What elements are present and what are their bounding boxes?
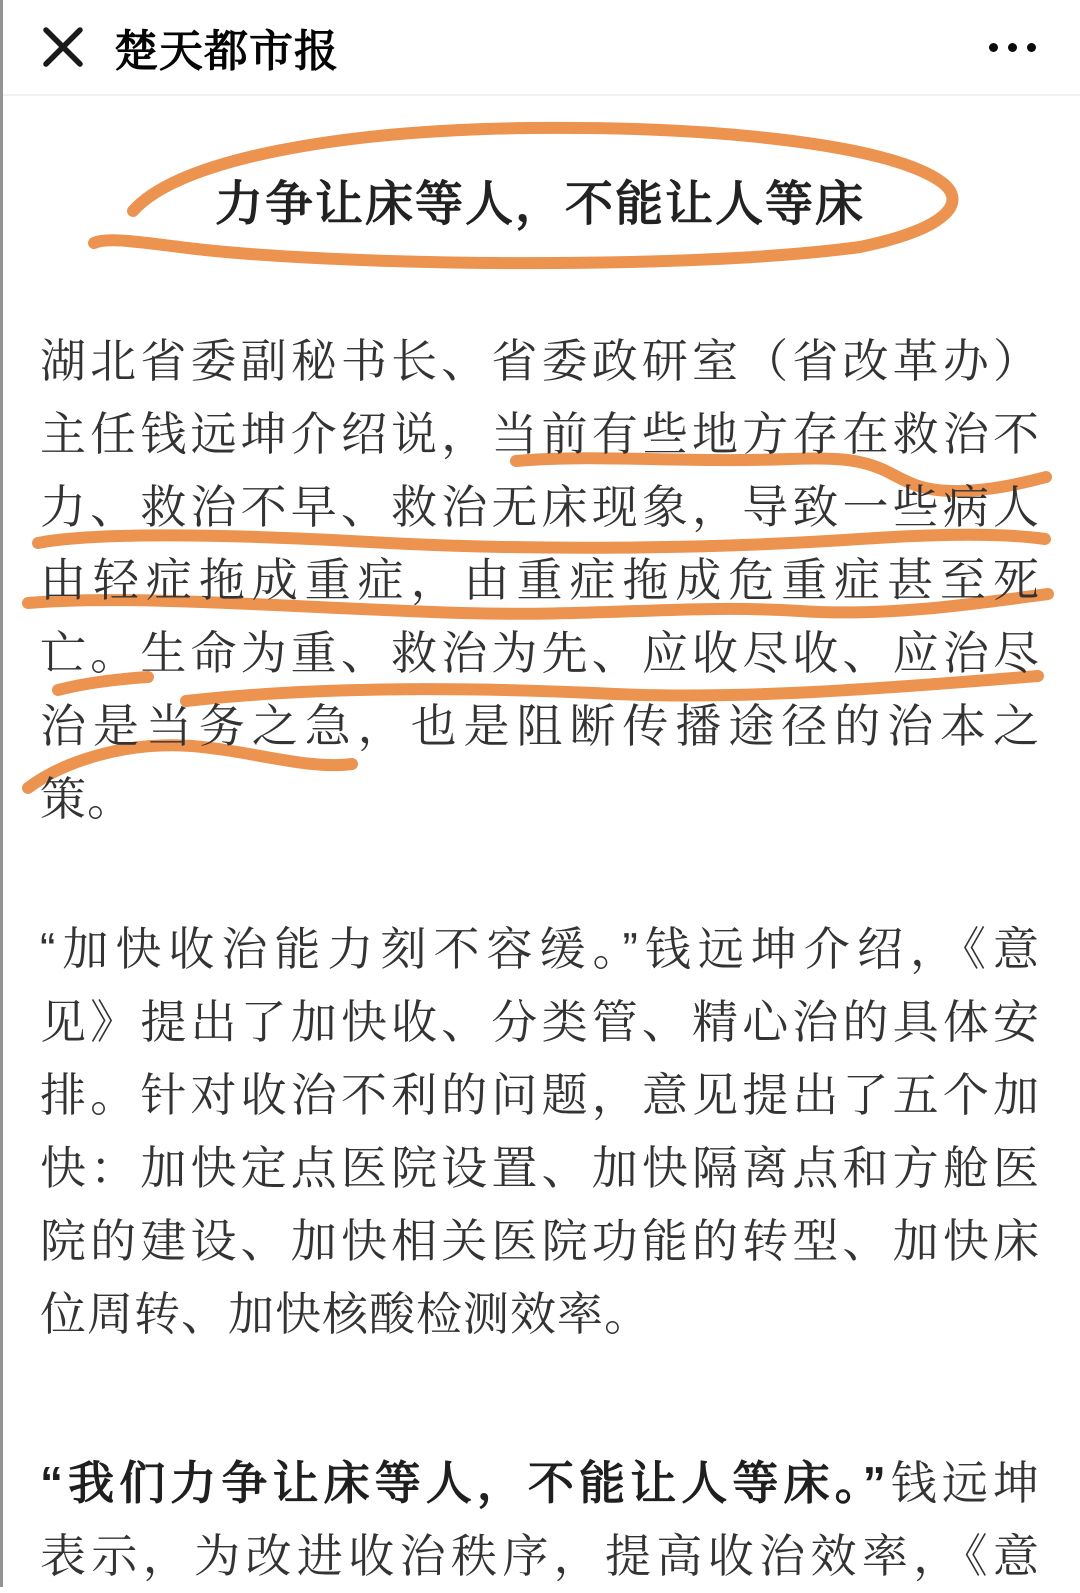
paragraph-3 [40, 1447, 1040, 1593]
text-line: 位周转、加快核酸检测效率。 [40, 1288, 651, 1340]
wechat-article-header [0, 0, 1080, 96]
close-icon [39, 23, 87, 71]
paragraph-2 [40, 913, 1040, 1351]
more-dots-icon [1008, 43, 1017, 52]
text-line: 表示，为改进收治秩序，提高收治效率，《意 [40, 1530, 1040, 1582]
more-dots-icon [1027, 43, 1036, 52]
screenshot-edge-line [0, 0, 3, 1587]
text-line: 快：加快定点医院设置、加快隔离点和方舱医 [40, 1142, 1040, 1194]
text-line: 治是当务之急，也是阻断传播途径的治本之 [40, 700, 1040, 752]
article-body [0, 168, 1080, 1593]
more-dots-icon [989, 43, 998, 52]
text-line: “加快收治能力刻不容缓。”钱远坤介绍，《意 [40, 923, 1040, 975]
text-line: 由轻症拖成重症，由重症拖成危重症甚至死 [40, 554, 1040, 606]
text-line: 亡。生命为重、救治为先、应收尽收、应治尽 [40, 627, 1040, 679]
text-line: 见》提出了加快收、分类管、精心治的具体安 [40, 996, 1040, 1048]
article-title: 力争让床等人，不能让人等床 [214, 178, 865, 231]
more-button[interactable] [987, 33, 1038, 62]
text-line: 主任钱远坤介绍说，当前有些地方存在救治不 [40, 408, 1040, 460]
regular-text: 钱远坤 [886, 1457, 1041, 1509]
text-line: 策。 [40, 773, 134, 825]
text-line: 院的建设、加快相关医院功能的转型、加快床 [40, 1215, 1040, 1267]
text-line: 排。针对收治不利的问题，意见提出了五个加 [40, 1069, 1040, 1121]
paragraph-1 [40, 325, 1040, 836]
text-line [40, 1447, 1040, 1520]
close-button[interactable] [38, 22, 88, 72]
bold-quote-text: “我们力争让床等人，不能让人等床。” [40, 1457, 887, 1509]
source-title: 楚天都市报 [114, 27, 339, 76]
text-line: 湖北省委副秘书长、省委政研室（省改革办） [40, 335, 1040, 387]
text-line: 力、救治不早、救治无床现象，导致一些病人 [40, 481, 1040, 533]
